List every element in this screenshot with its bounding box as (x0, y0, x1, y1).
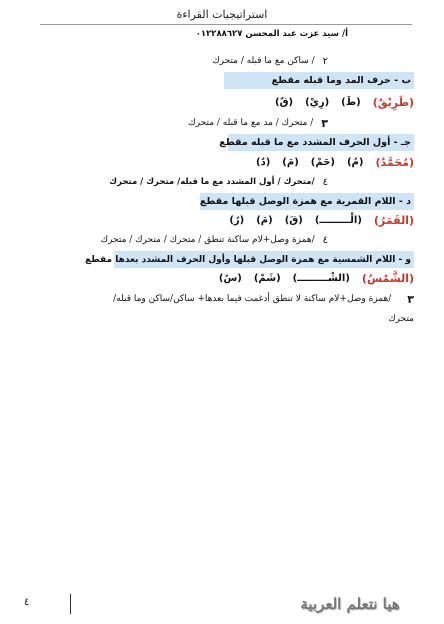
example-syllable: (طَ) (341, 96, 361, 108)
header-title: استراتيجيات القراءة (176, 8, 268, 21)
syllable-line-3 (109, 173, 328, 191)
example-syllable: (شَمْ) (253, 272, 281, 284)
line-text: /همزة وصل+لام ساكنة لا تنطق أدغمت فيما بعدها+ ساكن/ساكن وما قبله/ (113, 294, 392, 304)
page-number: ٤ (24, 597, 30, 608)
footer-divider (70, 594, 71, 614)
line-text: متحرك (388, 314, 414, 324)
heading-b: ب - حرف المد وما قبله مقطع (224, 72, 414, 89)
line-number: ٢ (322, 55, 328, 67)
line-text: /همزة وصل+لام ساكنة تنطق / متحرك / متحرك / متحرك (100, 235, 315, 245)
example-syllable: (الشْـــــــــ) (292, 272, 350, 284)
example-syllable: (الْـــــــــ) (314, 214, 362, 226)
footer-logo (294, 592, 406, 616)
example-syllable: (رِيْ) (305, 96, 330, 108)
line-number: ٤ (322, 176, 328, 188)
heading-e: و - اللام الشمسية مع همزة الوصل قبلها وأول الحرف المشدد بعدها مقطع (114, 251, 414, 268)
example-syllable: (قٌ) (275, 96, 294, 108)
line-number: ٣ (407, 292, 414, 306)
example-syllable: (قَ) (284, 214, 303, 226)
example-syllable: (دٌ) (256, 156, 271, 168)
example-word: (طَرِيْقٌ) (372, 95, 414, 109)
example-row-e (207, 268, 414, 288)
line-text: / متحرك / مد مع ما قبله / متحرك (188, 118, 314, 128)
heading-d: د - اللام القمرية مع همزة الوصل قبلها مقطع (200, 193, 414, 210)
syllable-line-5-continued (388, 310, 414, 328)
example-syllable: (مُ) (346, 156, 364, 168)
author-line: أ/ سيد عزت عبد المحسن ٠١٢٢٨٨٦٢٧ (195, 29, 348, 39)
syllable-line-1 (212, 52, 328, 70)
example-row-c (244, 152, 414, 172)
header-divider (40, 24, 412, 25)
line-number: ٤ (322, 234, 328, 246)
example-syllable: (مَ) (256, 214, 273, 226)
example-syllable: (سُ) (218, 272, 242, 284)
syllable-line-4 (101, 231, 328, 249)
line-text: / ساكن مع ما قبله / متحرك (212, 56, 315, 66)
syllable-line-5 (113, 290, 414, 308)
example-row-d (217, 210, 414, 230)
example-syllable: (مَ) (282, 156, 299, 168)
example-word: (مُحَمَّدٌ) (375, 155, 414, 169)
heading-c: جـ - أول الحرف المشدد مع ما قبله مقطع (228, 134, 414, 151)
syllable-line-2 (188, 114, 328, 132)
example-word: (الشَّمْسُ) (361, 271, 414, 285)
example-syllable: (حَمْ) (310, 156, 335, 168)
example-row-b (263, 92, 414, 112)
line-number: ٣ (321, 116, 328, 130)
example-syllable: (رُ) (229, 214, 245, 226)
logo-text: هيا نتعلم العربية (300, 595, 400, 613)
example-word: (القَمَرُ) (373, 213, 414, 227)
line-text: /متحرك / أول المشدد مع ما قبله/ متحرك / متحرك (109, 177, 315, 187)
